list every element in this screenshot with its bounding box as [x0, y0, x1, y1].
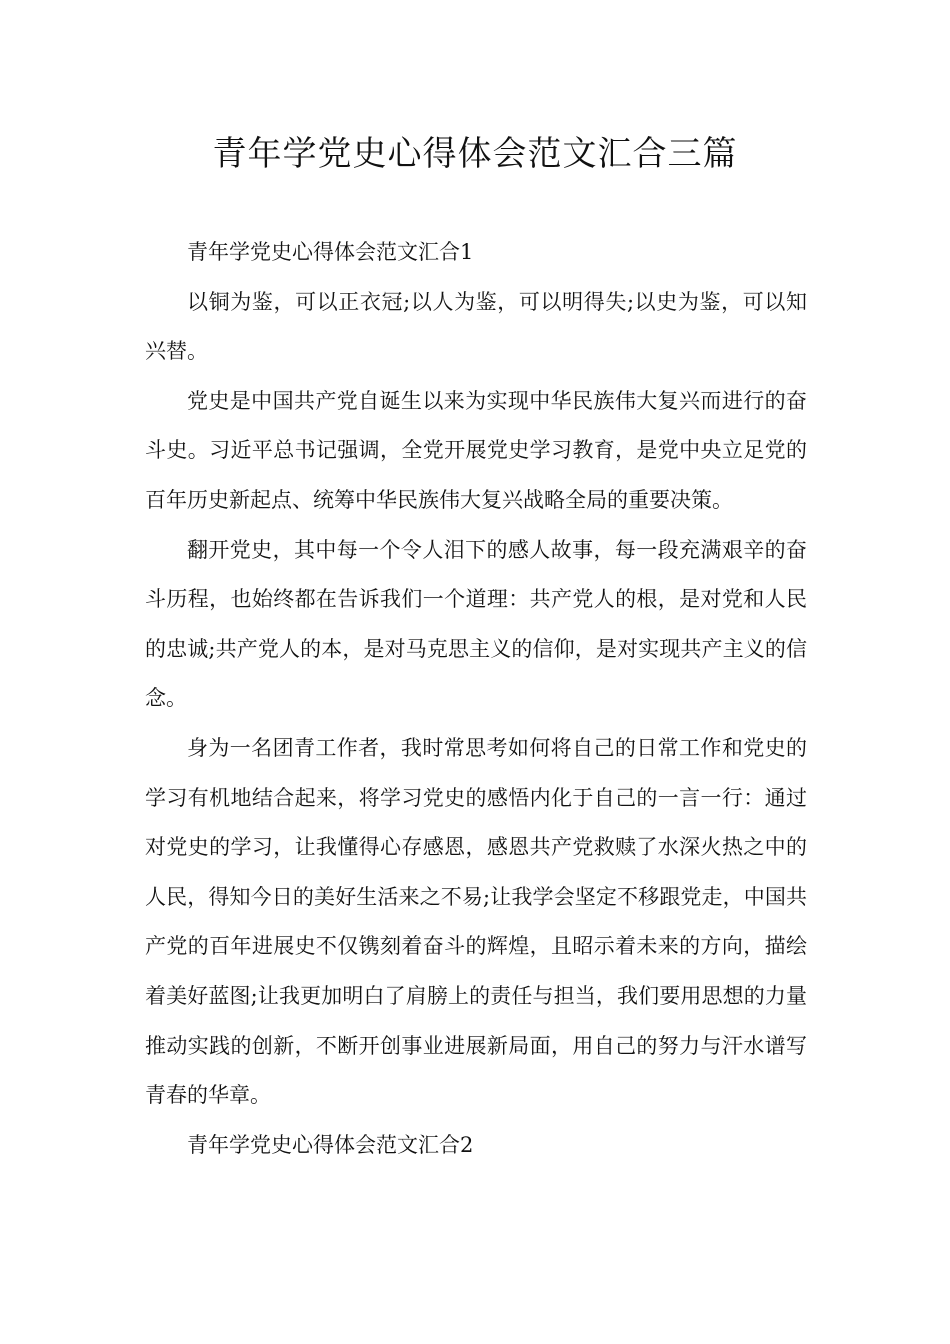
section-heading-2: 青年学党史心得体会范文汇合2 — [187, 1132, 474, 1157]
paragraph-2: 党史是中国共产党自诞生以来为实现中华民族伟大复兴而进行的奋斗史。习近平总书记强调，全党开展党史学习教育，是党中央立足党的百年历史新起点、统筹中华民族伟大复兴战略全局的重要决策。 — [145, 388, 807, 512]
paragraph-1: 以铜为鉴，可以正衣冠;以人为鉴，可以明得失;以史为鉴，可以知兴替。 — [145, 289, 807, 364]
section-heading-1: 青年学党史心得体会范文汇合1 — [187, 240, 474, 264]
document-title: 青年学党史心得体会范文汇合三篇 — [212, 134, 738, 174]
paragraph-4: 身为一名团青工作者，我时常思考如何将自己的日常工作和党史的学习有机地结合起来，将学习党史的感悟内化于自己的一言一行：通过对党史的学习，让我懂得心存感恩，感恩共产党救赎了水深火热之中的人民，得知今日的美好生活来之不易;让我学会坚定不移跟党走，中国共产党的百年进展史不仅镌刻着奋斗的辉煌，且昭示着未来的方向，描绘着美好蓝图;让我更加明白了肩膀上的责任与担当，我们要用思想的力量推动实践的创新，不断开创事业进展新局面，用自己的努力与汗水谱写青春的华章。 — [145, 735, 807, 1108]
paragraph-3: 翻开党史，其中每一个令人泪下的感人故事，每一段充满艰辛的奋斗历程，也始终都在告诉我们一个道理：共产党人的根，是对党和人民的忠诚;共产党人的本，是对马克思主义的信仰，是对实现共产主义的信念。 — [145, 537, 807, 711]
document-body — [145, 228, 807, 1170]
